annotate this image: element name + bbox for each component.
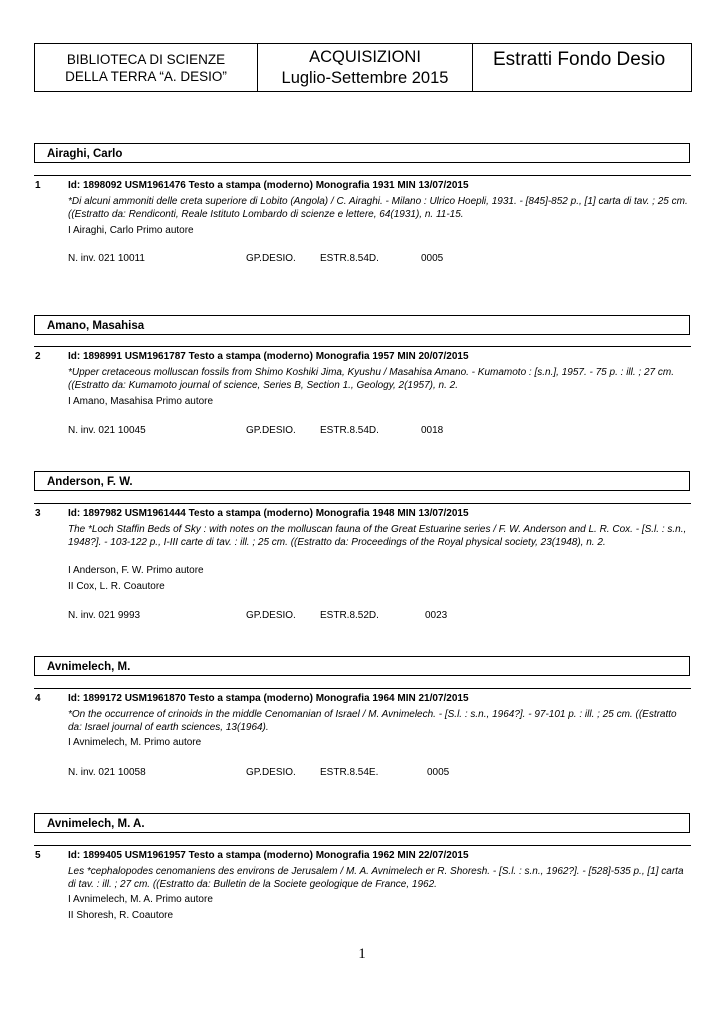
- record-responsibility: I Avnimelech, M. A. Primo autore: [68, 894, 213, 905]
- shelfmark: ESTR.8.54E.: [320, 767, 379, 778]
- record-number: 3: [35, 508, 41, 519]
- sequence: 0018: [421, 425, 444, 436]
- page-number: 1: [358, 946, 366, 962]
- author-heading: Anderson, F. W.: [34, 471, 690, 491]
- shelfmark: ESTR.8.54D.: [320, 425, 379, 436]
- sequence: 0005: [427, 767, 450, 778]
- library-name-line2: DELLA TERRA “A. DESIO”: [65, 68, 227, 84]
- record-number: 2: [35, 351, 41, 362]
- record-id-line: Id: 1898092 USM1961476 Testo a stampa (moderno) Monografia 1931 MIN 13/07/2015: [68, 180, 469, 191]
- record-responsibility: I Avnimelech, M. Primo autore: [68, 737, 202, 748]
- record-divider: [34, 688, 691, 689]
- record-description: *Upper cretaceous molluscan fossils from Shimo Koshiki Jima, Kyushu / Masahisa Amano. - Kumamoto : [s.n.], 1957. - 75 p. : ill. ; 27 cm. ((Estratto da: Kumamoto journal of science, Series B, Section 1., Geology, 2(1957), n. 2.: [68, 367, 674, 391]
- sequence: 0005: [421, 253, 444, 264]
- record-description: *Di alcuni ammoniti delle creta superiore di Lobito (Angola) / C. Airaghi. - Milano : Ulrico Hoepli, 1931. - [845]-852 p., [1] carta di tav. ; 25 cm. ((Estratto da: Rendiconti, Reale Istituto Lombardo di scienze e lettere, 64(1931), n. 11-15.: [68, 196, 688, 220]
- acquisitions-cell: [258, 44, 473, 91]
- shelfmark: ESTR.8.54D.: [320, 253, 379, 264]
- inventory-number: N. inv. 021 10045: [68, 425, 146, 436]
- page-header-table: [34, 43, 692, 92]
- record-id-line: Id: 1898991 USM1961787 Testo a stampa (moderno) Monografia 1957 MIN 20/07/2015: [68, 351, 469, 362]
- inventory-number: N. inv. 021 9993: [68, 610, 141, 621]
- record-description: *On the occurrence of crinoids in the middle Cenomanian of Israel / M. Avnimelech. - [S.l. : s.n., 1964?]. - 97-101 p. : ill. ; 25 cm. ((Estratto da: Israel journal of earth sciences, 13(1964).: [68, 709, 677, 733]
- shelfmark: ESTR.8.52D.: [320, 610, 379, 621]
- collection-title: Estratti Fondo Desio: [493, 49, 666, 70]
- record-number: 4: [35, 693, 41, 704]
- location: GP.DESIO.: [246, 425, 296, 436]
- record-divider: [34, 346, 691, 347]
- record-id-line: Id: 1899405 USM1961957 Testo a stampa (moderno) Monografia 1962 MIN 22/07/2015: [68, 850, 469, 861]
- author-heading: Airaghi, Carlo: [34, 143, 690, 163]
- record-number: 1: [35, 180, 41, 191]
- record-id-line: Id: 1899172 USM1961870 Testo a stampa (moderno) Monografia 1964 MIN 21/07/2015: [68, 693, 469, 704]
- inventory-number: N. inv. 021 10011: [68, 253, 145, 264]
- record-divider: [34, 503, 691, 504]
- record-responsibility: I Amano, Masahisa Primo autore: [68, 396, 214, 407]
- record-description: Les *cephalopodes cenomaniens des environs de Jerusalem / M. A. Avnimelech er R. Shoresh. - [S.l. : s.n., 1962?]. - [528]-535 p., [1] carta di tav. : ill. ; 27 cm. ((Estratto da: Bulletin de la Societe geologique de France, 1962.: [68, 866, 684, 890]
- record-divider: [34, 845, 691, 846]
- location: GP.DESIO.: [246, 610, 296, 621]
- inventory-number: N. inv. 021 10058: [68, 767, 146, 778]
- record-number: 5: [35, 850, 41, 861]
- location: GP.DESIO.: [246, 253, 296, 264]
- acquisitions-period: Luglio-Settembre 2015: [281, 68, 449, 87]
- record-divider: [34, 175, 691, 176]
- library-name-line1: BIBLIOTECA DI SCIENZE: [66, 51, 226, 67]
- record-id-line: Id: 1897982 USM1961444 Testo a stampa (moderno) Monografia 1948 MIN 13/07/2015: [68, 508, 469, 519]
- record-responsibility: II Cox, L. R. Coautore: [68, 581, 165, 592]
- record-responsibility: I Anderson, F. W. Primo autore: [68, 565, 204, 576]
- record-description: The *Loch Staffin Beds of Sky : with notes on the molluscan fauna of the Great Estuarine series / F. W. Anderson and L. R. Cox. - [S.l. : s.n., 1948?]. - 103-122 p., I-III carte di tav. : ill. ; 25 cm. ((Estratto da: Proceedings of the Royal physical society, 23(1948), n. 2.: [68, 524, 687, 548]
- library-name-cell: [35, 44, 258, 91]
- location: GP.DESIO.: [246, 767, 296, 778]
- author-heading: Avnimelech, M. A.: [34, 813, 690, 833]
- collection-cell: [473, 44, 691, 91]
- author-heading: Amano, Masahisa: [34, 315, 690, 335]
- record-responsibility: I Airaghi, Carlo Primo autore: [68, 225, 194, 236]
- sequence: 0023: [425, 610, 448, 621]
- author-heading: Avnimelech, M.: [34, 656, 690, 676]
- acquisitions-title: ACQUISIZIONI: [309, 47, 421, 66]
- record-responsibility: II Shoresh, R. Coautore: [68, 910, 174, 921]
